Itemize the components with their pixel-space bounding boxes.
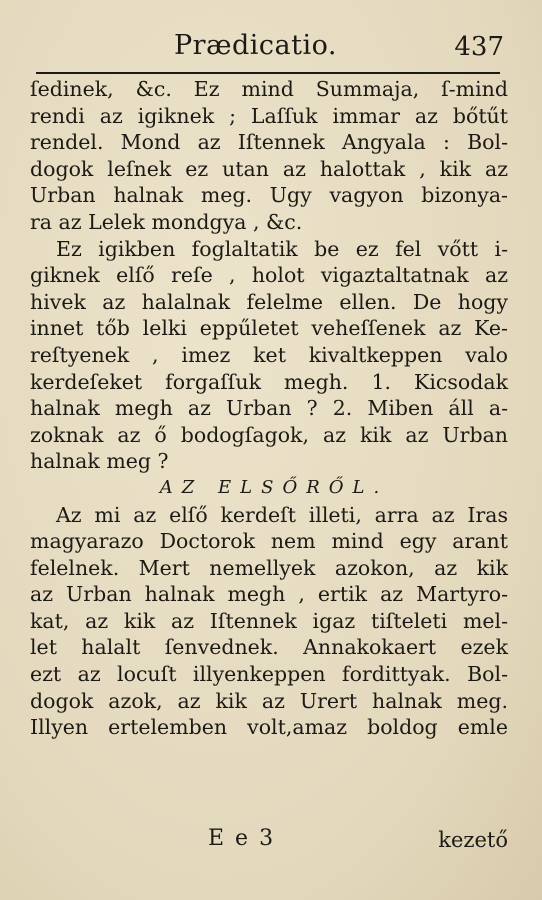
text-line: Az mi az elſő kerdeſt illeti, arra az Iras [56,502,508,527]
text-line: giknek elſő reſe , holot vigaztaltatnak az [30,263,508,288]
text-line: halnak megh az Urban ? 2. Miben áll a- [30,396,508,421]
text-line: ezt az locuſt illyenkeppen fordittyak. Bol- [30,662,508,687]
body-text [30,76,508,741]
text-line: Illyen ertelemben volt,amaz boldog emle [30,715,508,740]
text-line: kerdeſeket forgaſſuk megh. 1. Kicsodak [30,369,508,394]
section-heading: AZ ELSŐRŐL. [159,476,389,498]
text-line: dogok leſnek ez utan az halottak , kik az [30,156,508,181]
page-number: 437 [454,32,504,62]
signature-mark: E e 3 [208,826,276,851]
text-line: innet tőb lelki eppűletet veheſſenek az Ke- [30,316,508,341]
text-line: zoknak az ő bodogſagok, az kik az Urban [30,422,508,447]
text-line: hivek az halalnak felelme ellen. De hogy [30,289,508,314]
text-line: ſedinek, &c. Ez mind Summaja, ſ-mind [30,77,508,101]
running-head: Prædicatio. [174,30,337,61]
text-line: ra az Lelek mondgya , &c. [30,209,303,234]
text-line: rendi az igiknek ; Laſſuk immar az bőtűt [30,103,508,128]
catchword: kezető [438,828,508,852]
page-header [36,30,508,70]
text-line: felelnek. Mert nemellyek azokon, az kik [30,555,508,580]
page-footer [30,826,508,856]
text-line: dogok azok, az kik az Urert halnak meg. [30,688,508,713]
text-line: kat, az kik az Iſtennek igaz tiſteleti mel- [30,608,508,633]
header-rule [36,72,500,74]
text-line: let halalt ſenvednek. Annakokaert ezek [30,635,508,660]
text-line: Urban halnak meg. Ugy vagyon bizonya- [30,183,508,208]
text-line: Ez igikben foglaltatik be ez fel vőtt i- [56,236,508,261]
text-line: magyarazo Doctorok nem mind egy arant [30,529,508,554]
text-line: reſtyenek , imez ket kivaltkeppen valo [30,342,508,367]
text-line: az Urban halnak megh , ertik az Martyro- [30,582,508,607]
text-line: rendel. Mond az Iſtennek Angyala : Bol- [30,130,508,155]
text-line: halnak meg ? [30,449,169,474]
